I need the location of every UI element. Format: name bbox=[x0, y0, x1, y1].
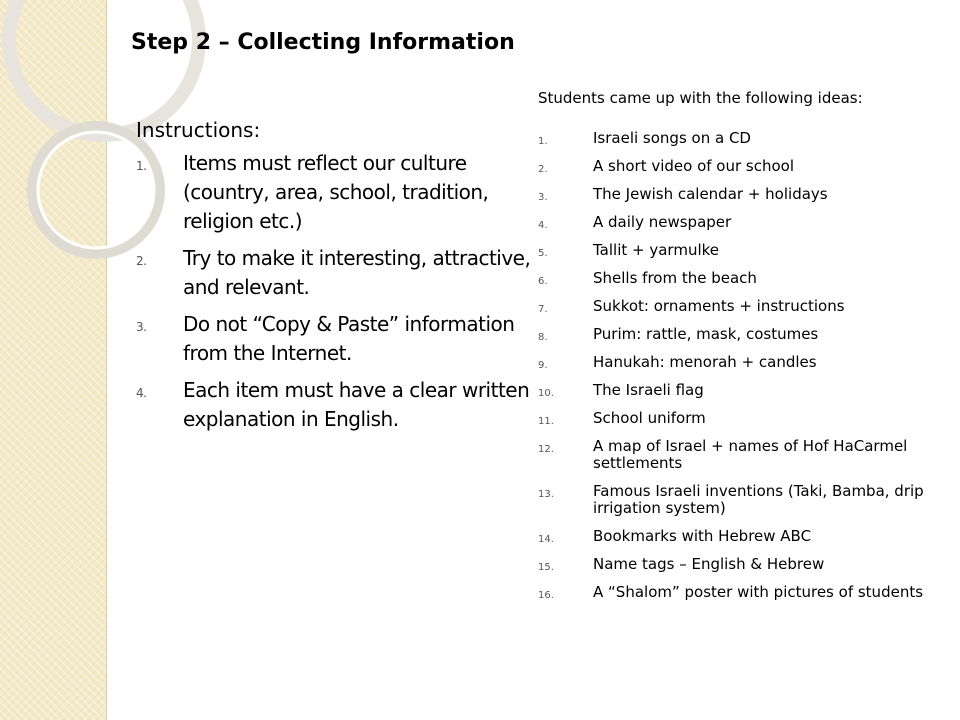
ideas-list bbox=[538, 130, 948, 601]
idea-item bbox=[538, 130, 948, 147]
instructions-list bbox=[136, 149, 536, 434]
instructions-heading: Instructions: bbox=[136, 118, 261, 142]
idea-text: Sukkot: ornaments + instructions bbox=[593, 297, 845, 315]
idea-text: A “Shalom” poster with pictures of students bbox=[593, 583, 924, 601]
idea-number: 2. bbox=[538, 164, 548, 175]
idea-number: 3. bbox=[538, 192, 548, 203]
instruction-item bbox=[136, 310, 536, 368]
idea-number: 10. bbox=[538, 388, 554, 399]
instruction-text: Items must reflect our culture (country, area, school, tradition, religion etc.) bbox=[183, 151, 489, 233]
idea-number: 8. bbox=[538, 332, 548, 343]
instruction-text: Do not “Copy & Paste” information from the Internet. bbox=[183, 312, 515, 365]
idea-number: 13. bbox=[538, 489, 554, 500]
idea-number: 12. bbox=[538, 444, 554, 455]
idea-text: Purim: rattle, mask, costumes bbox=[593, 325, 819, 343]
idea-item bbox=[538, 186, 948, 203]
ideas-section bbox=[538, 90, 948, 612]
idea-item bbox=[538, 382, 948, 399]
idea-text: A map of Israel + names of Hof HaCarmel settlements bbox=[593, 437, 908, 472]
idea-item bbox=[538, 158, 948, 175]
idea-item bbox=[538, 528, 948, 545]
instruction-number: 3. bbox=[136, 320, 147, 334]
instruction-item bbox=[136, 376, 536, 434]
idea-number: 9. bbox=[538, 360, 548, 371]
idea-number: 16. bbox=[538, 590, 554, 601]
idea-text: Shells from the beach bbox=[593, 269, 757, 287]
instruction-number: 4. bbox=[136, 386, 147, 400]
slide-title: Step 2 – Collecting Information bbox=[131, 30, 515, 55]
idea-text: Tallit + yarmulke bbox=[593, 241, 719, 259]
instructions-section bbox=[136, 116, 536, 442]
idea-number: 4. bbox=[538, 220, 548, 231]
ideas-heading: Students came up with the following ideas: bbox=[538, 89, 863, 107]
idea-item bbox=[538, 270, 948, 287]
idea-number: 15. bbox=[538, 562, 554, 573]
idea-text: The Jewish calendar + holidays bbox=[593, 185, 828, 203]
idea-text: A short video of our school bbox=[593, 157, 795, 175]
idea-item bbox=[538, 242, 948, 259]
instruction-number: 2. bbox=[136, 254, 147, 268]
idea-item bbox=[538, 410, 948, 427]
idea-text: Israeli songs on a CD bbox=[593, 129, 751, 147]
decorative-ring-large bbox=[9, 0, 199, 135]
idea-text: Bookmarks with Hebrew ABC bbox=[593, 527, 812, 545]
idea-text: Famous Israeli inventions (Taki, Bamba, drip irrigation system) bbox=[593, 482, 924, 517]
idea-item bbox=[538, 438, 948, 472]
idea-item bbox=[538, 483, 948, 517]
idea-item bbox=[538, 214, 948, 231]
idea-item bbox=[538, 354, 948, 371]
idea-number: 11. bbox=[538, 416, 554, 427]
idea-text: Hanukah: menorah + candles bbox=[593, 353, 817, 371]
idea-number: 7. bbox=[538, 304, 548, 315]
instruction-text: Each item must have a clear written explanation in English. bbox=[183, 378, 530, 431]
idea-number: 5. bbox=[538, 248, 548, 259]
idea-number: 14. bbox=[538, 534, 554, 545]
idea-item bbox=[538, 298, 948, 315]
idea-text: Name tags – English & Hebrew bbox=[593, 555, 825, 573]
idea-number: 6. bbox=[538, 276, 548, 287]
idea-item bbox=[538, 584, 948, 601]
idea-number: 1. bbox=[538, 136, 548, 147]
idea-text: The Israeli flag bbox=[593, 381, 704, 399]
instruction-number: 1. bbox=[136, 159, 147, 173]
instruction-item bbox=[136, 149, 536, 236]
idea-text: School uniform bbox=[593, 409, 706, 427]
instruction-item bbox=[136, 244, 536, 302]
idea-item bbox=[538, 556, 948, 573]
instruction-text: Try to make it interesting, attractive, and relevant. bbox=[183, 246, 531, 299]
idea-text: A daily newspaper bbox=[593, 213, 732, 231]
idea-item bbox=[538, 326, 948, 343]
